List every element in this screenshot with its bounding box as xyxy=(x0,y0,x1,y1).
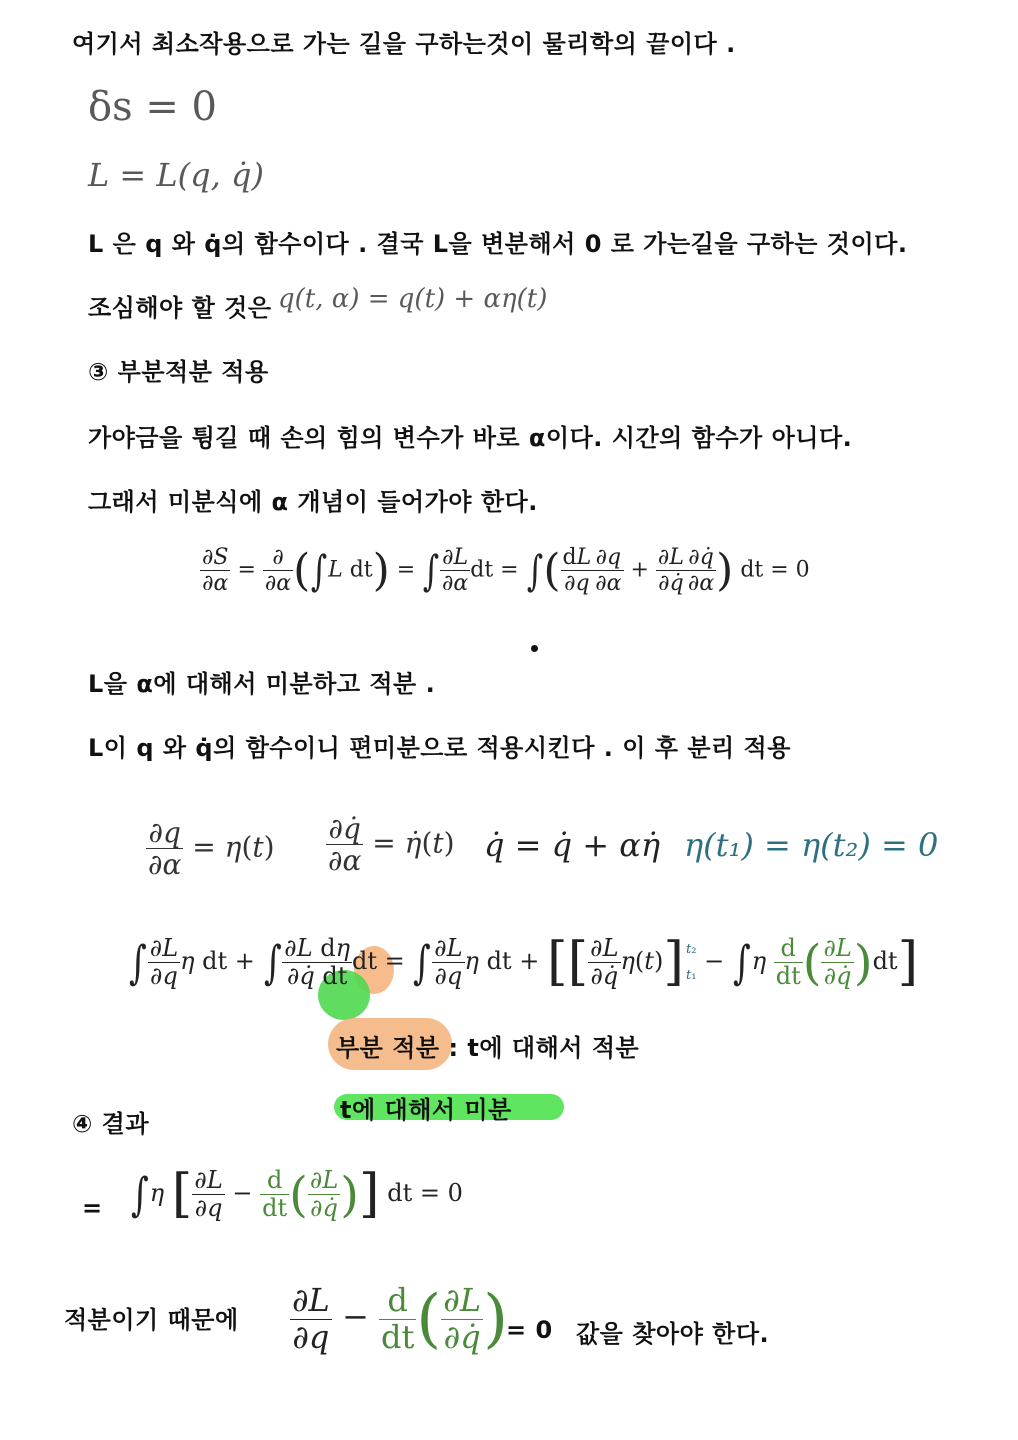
gayageum-text: 가야금을 튕길 때 손의 힘의 변수가 바로 α이다. 시간의 함수가 아니다. xyxy=(88,424,853,452)
because-label: 적분이기 때문에 xyxy=(64,1306,239,1334)
eq-qdot-variation: q̇ = q̇ + αη̇ xyxy=(484,826,661,864)
eq-integration-by-parts: ∫ $\frac{\partial L}{\partial q}$ η dt + ∫ $\frac{\text{∂L dη}}{\partial q̇ dt}$ dt = ∫ $\frac{\partial L}{\partial q}$ η dt + [[ $\frac{\partial L}{\partial q̇}$ η(t)] t₂ t₁ − ∫η $\frac{d}{dt}$ ( $\frac{\partial L}{\partial q̇}$ )dt] xyxy=(128,931,919,993)
eq-result: ∫η [ $\frac{\partial L}{\partial q}$ − $\frac{d}{dt}$ ( $\frac{\partial L}{\partial q̇}$ )] dt = 0 xyxy=(130,1163,463,1225)
parts-label xyxy=(336,1028,639,1063)
caution-label: 조심해야 할 것은 xyxy=(88,294,272,322)
find-value-label: 값을 찾아야 한다. xyxy=(576,1320,770,1348)
eq-zero-label: = 0 xyxy=(506,1316,553,1344)
lagrangian-description: L 은 q 와 q̇의 함수이다 . 결국 L을 변분해서 0 로 가는길을 구하는 것이다. xyxy=(88,230,908,258)
partial-text: L이 q 와 q̇의 함수이니 편미분으로 적용시킨다 . 이 후 분리 적용 xyxy=(88,734,791,762)
eq-boundary: η(t₁) = η(t₂) = 0 xyxy=(684,826,939,864)
eq-variation: q(t, α) = q(t) + αη(t) xyxy=(278,284,548,314)
parts-label-main: 부분 적분 xyxy=(336,1034,440,1062)
step3-heading: ③ 부분적분 적용 xyxy=(88,358,269,386)
step4-heading: ④ 결과 xyxy=(72,1110,150,1138)
alpha-text: 그래서 미분식에 α 개념이 들어가야 한다. xyxy=(88,488,538,516)
result-equals: = xyxy=(82,1194,103,1222)
eq-dq-dalpha: $\frac{\partial q}{\partial\alpha}$ = η(t) xyxy=(148,816,275,882)
intro-text: 여기서 최소작용으로 가는 길을 구하는것이 물리학의 끝이다 . xyxy=(72,30,736,58)
eq-action: δs = 0 xyxy=(88,84,218,130)
dot-mark xyxy=(531,645,538,652)
eq-euler-lagrange: $\frac{\partial L}{\partial q}$ − $\frac{d}{dt}$ ( $\frac{\partial L}{\partial q̇}$ ) xyxy=(292,1281,509,1357)
differentiate-text: L을 α에 대해서 미분하고 적분 . xyxy=(88,670,436,698)
eq-dS-dalpha: $\frac{\partial S}{\partial\alpha}$ = $\frac{\partial}{\partial\alpha}$ (∫L dt) = ∫ $\frac{\partial L}{\partial\alpha}$ dt = ∫( $\frac{dL}{\partial q}$ $\frac{\partial q}{\partial\alpha}$ + $\frac{\partial L}{\partial q̇}$ $\frac{\partial q̇}{\partial\alpha}$ ) dt = 0 xyxy=(202,544,810,597)
eq-dqdot-dalpha: $\frac{\partial q̇}{\partial\alpha}$ = η̇(t) xyxy=(328,812,455,878)
diff-t-label: t에 대해서 미분 xyxy=(340,1096,512,1124)
parts-label-rest: : t에 대해서 적분 xyxy=(439,1034,640,1062)
eq-lagrangian: L = L(q, q̇) xyxy=(88,156,264,194)
